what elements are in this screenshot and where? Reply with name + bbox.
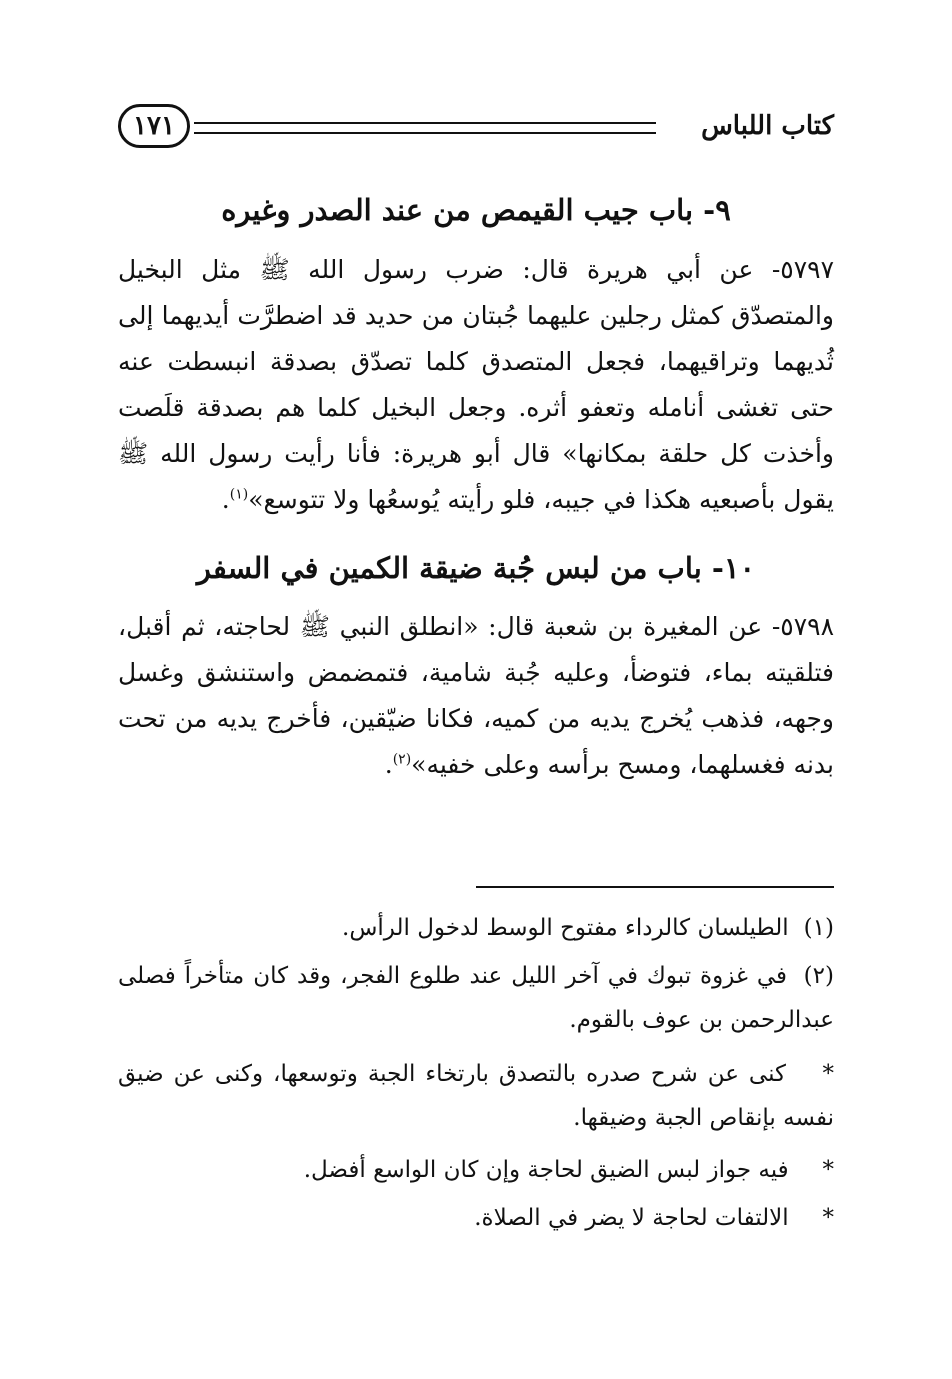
asterisk-icon: *	[822, 1157, 834, 1183]
hadith-5797	[118, 247, 834, 523]
footnote-ref: (١)	[229, 486, 249, 503]
hadith-text: عن المغيرة بن شعبة قال: «انطلق النبي ﷺ لحاجته، ثم أقبل، فتلقيته بماء، فتوضأ، وعليه جُبة شامية، فتمضمض واستنشق وغسل وجهه، فذهب يُخرج يديه من كميه، فكانا ضيّقين، فأخرج يديه من تحت بدنه فغسلهما، ومسح برأسه وعلى خفيه»	[118, 612, 834, 779]
book-title: كتاب اللباس	[701, 111, 834, 141]
asterisk-icon: *	[822, 1205, 834, 1231]
footnote-text: في غزوة تبوك في آخر الليل عند طلوع الفجر، وقد كان متأخراً فصلى عبدالرحمن بن عوف بالقوم.	[118, 963, 834, 1033]
hadith-number: ٥٧٩٨-	[771, 612, 834, 641]
hadith-text: عن أبي هريرة قال: ضرب رسول الله ﷺ مثل البخيل والمتصدّق كمثل رجلين عليهما جُبتان من حديد قد اضطرَّت أيديهما إلى ثُديهما وتراقيهما، فجعل المتصدق كلما تصدّق بصدقة انبسطت عنه حتى تغشى أنامله وتعفو أثره. وجعل البخيل كلما هم بصدقة قلَصت وأخذت كل حلقة بمكانها» قال أبو هريرة: فأنا رأيت رسول الله ﷺ يقول بأصبعيه هكذا في جيبه، فلو رأيته يُوسعُها ولا تتوسع»	[118, 255, 834, 514]
sentence-end: .	[384, 750, 393, 779]
section-heading-10: ١٠- باب من لبس جُبة ضيقة الكمين في السفر	[196, 551, 756, 585]
note-text: فيه جواز لبس الضيق لحاجة وإن كان الواسع أفضل.	[303, 1157, 789, 1183]
footnote-1	[118, 906, 834, 950]
hadith-5798	[118, 604, 834, 788]
note-3	[118, 1196, 834, 1240]
note-text: الالتفات لحاجة لا يضر في الصلاة.	[474, 1205, 789, 1231]
page-header	[118, 100, 834, 156]
sentence-end: .	[221, 485, 230, 514]
footnote-mark: (٢)	[803, 963, 834, 989]
asterisk-icon: *	[822, 1061, 834, 1087]
hadith-number: ٥٧٩٧-	[771, 255, 834, 284]
footnote-mark: (١)	[803, 915, 834, 941]
footnote-2	[118, 954, 834, 1042]
footnote-text: الطيلسان كالرداء مفتوح الوسط لدخول الرأس.	[342, 915, 789, 941]
page-number: ١٧١	[118, 104, 190, 148]
footnote-ref: (٢)	[392, 751, 412, 768]
note-text: كنى عن شرح صدره بالتصدق بارتخاء الجبة وتوسعها، وكنى عن ضيق نفسه بإنقاص الجبة وضيقها.	[118, 1061, 834, 1131]
section-heading-9: ٩- باب جيب القيمص من عند الصدر وغيره	[221, 193, 731, 227]
note-1	[118, 1052, 834, 1140]
footnote-separator	[476, 886, 834, 888]
header-rule	[194, 122, 656, 134]
note-2	[118, 1148, 834, 1192]
